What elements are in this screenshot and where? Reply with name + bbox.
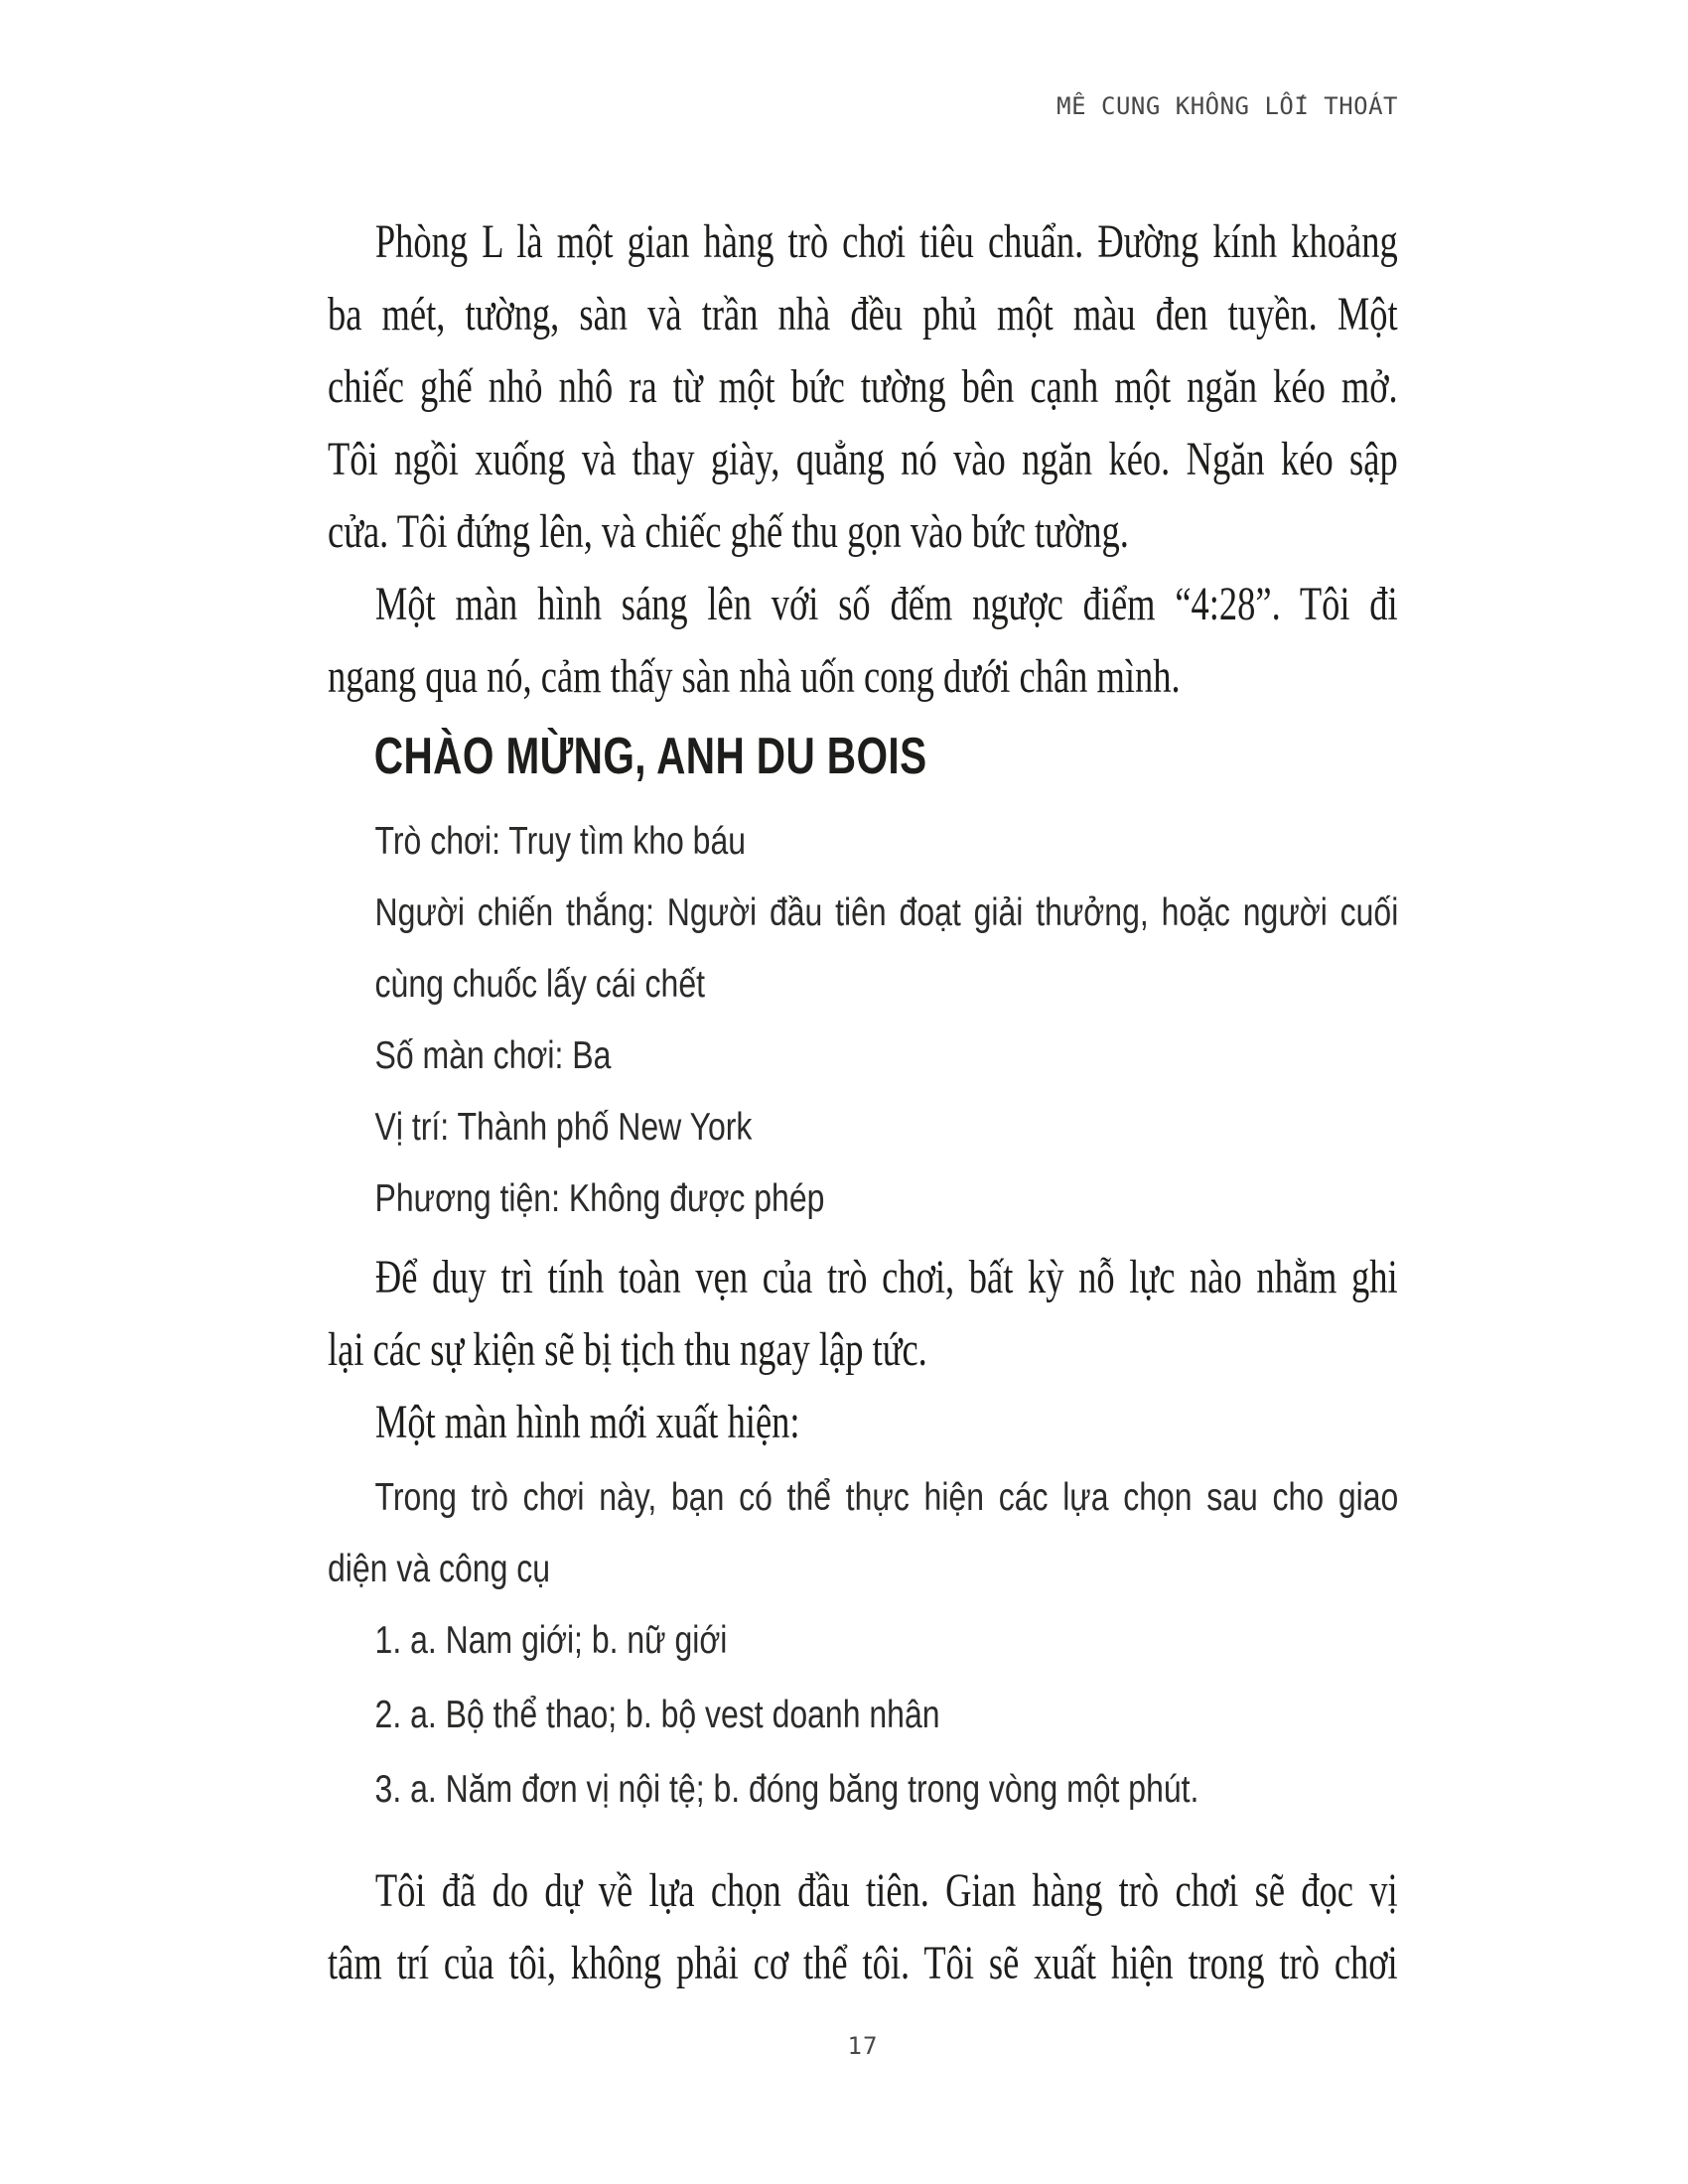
text-line: Phòng L là một gian hàng trò chơi tiêu chuẩn. Đường kính khoảng	[374, 215, 1398, 268]
text-line: tâm trí của tôi, không phải cơ thể tôi. Tôi sẽ xuất hiện trong trò chơi	[328, 1937, 1398, 1989]
text-line: Số màn chơi: Ba	[374, 1034, 612, 1077]
text-line: Vị trí: Thành phố New York	[374, 1106, 753, 1149]
running-header-title: MÊ CUNG KHÔNG LỐI THOÁT	[1056, 92, 1398, 120]
body-paragraph	[328, 1241, 1398, 1386]
text-line: Một màn hình mới xuất hiện:	[374, 1396, 800, 1448]
game-screen-line	[328, 806, 1398, 878]
text-line: cùng chuốc lấy cái chết	[374, 963, 705, 1006]
game-screen-line	[328, 1163, 1398, 1235]
text-line: diện và công cụ	[328, 1548, 551, 1590]
body-column	[328, 205, 1398, 1999]
game-screen-line	[328, 1605, 1398, 1677]
text-line: Phương tiện: Không được phép	[374, 1177, 825, 1220]
body-paragraph	[328, 1386, 1398, 1458]
body-paragraph	[328, 1854, 1398, 1999]
text-line: Trò chơi: Truy tìm kho báu	[374, 820, 747, 863]
text-line: chiếc ghế nhỏ nhô ra từ một bức tường bên cạnh một ngăn kéo mở.	[328, 360, 1398, 413]
body-paragraph	[328, 568, 1398, 713]
text-line: CHÀO MỪNG, ANH DU BOIS	[373, 728, 927, 785]
text-line: 2. a. Bộ thể thao; b. bộ vest doanh nhân	[374, 1694, 940, 1736]
text-line: Người chiến thắng: Người đầu tiên đoạt giải thưởng, hoặc người cuối	[374, 891, 1399, 934]
section-heading	[328, 727, 1398, 786]
game-screen-line	[328, 1680, 1398, 1751]
text-line: cửa. Tôi đứng lên, và chiếc ghế thu gọn vào bức tường.	[328, 505, 1129, 558]
page-number: 17	[847, 2032, 879, 2060]
game-screen-line	[328, 1021, 1398, 1092]
text-line: ngang qua nó, cảm thấy sàn nhà uốn cong dưới chân mình.	[328, 650, 1181, 703]
text-line: 1. a. Nam giới; b. nữ giới	[374, 1619, 728, 1662]
text-line: Trong trò chơi này, bạn có thể thực hiện các lựa chọn sau cho giao	[374, 1476, 1399, 1519]
text-line: 3. a. Năm đơn vị nội tệ; b. đóng băng trong vòng một phút.	[374, 1768, 1199, 1811]
body-paragraph	[328, 205, 1398, 568]
text-line: Tôi đã do dự về lựa chọn đầu tiên. Gian hàng trò chơi sẽ đọc vị	[374, 1864, 1398, 1917]
text-line: ba mét, tường, sàn và trần nhà đều phủ một màu đen tuyền. Một	[328, 288, 1398, 341]
game-screen-line	[328, 1092, 1398, 1163]
text-line: lại các sự kiện sẽ bị tịch thu ngay lập tức.	[328, 1323, 927, 1376]
text-line: Một màn hình sáng lên với số đếm ngược điểm “4:28”. Tôi đi	[374, 578, 1398, 630]
text-line: Để duy trì tính toàn vẹn của trò chơi, bất kỳ nỗ lực nào nhằm ghi	[374, 1251, 1398, 1303]
game-screen-paragraph	[328, 1462, 1398, 1605]
game-screen-line	[328, 878, 1398, 1021]
text-line: Tôi ngồi xuống và thay giày, quẳng nó vào ngăn kéo. Ngăn kéo sập	[328, 433, 1398, 485]
game-screen-line	[328, 1754, 1398, 1826]
